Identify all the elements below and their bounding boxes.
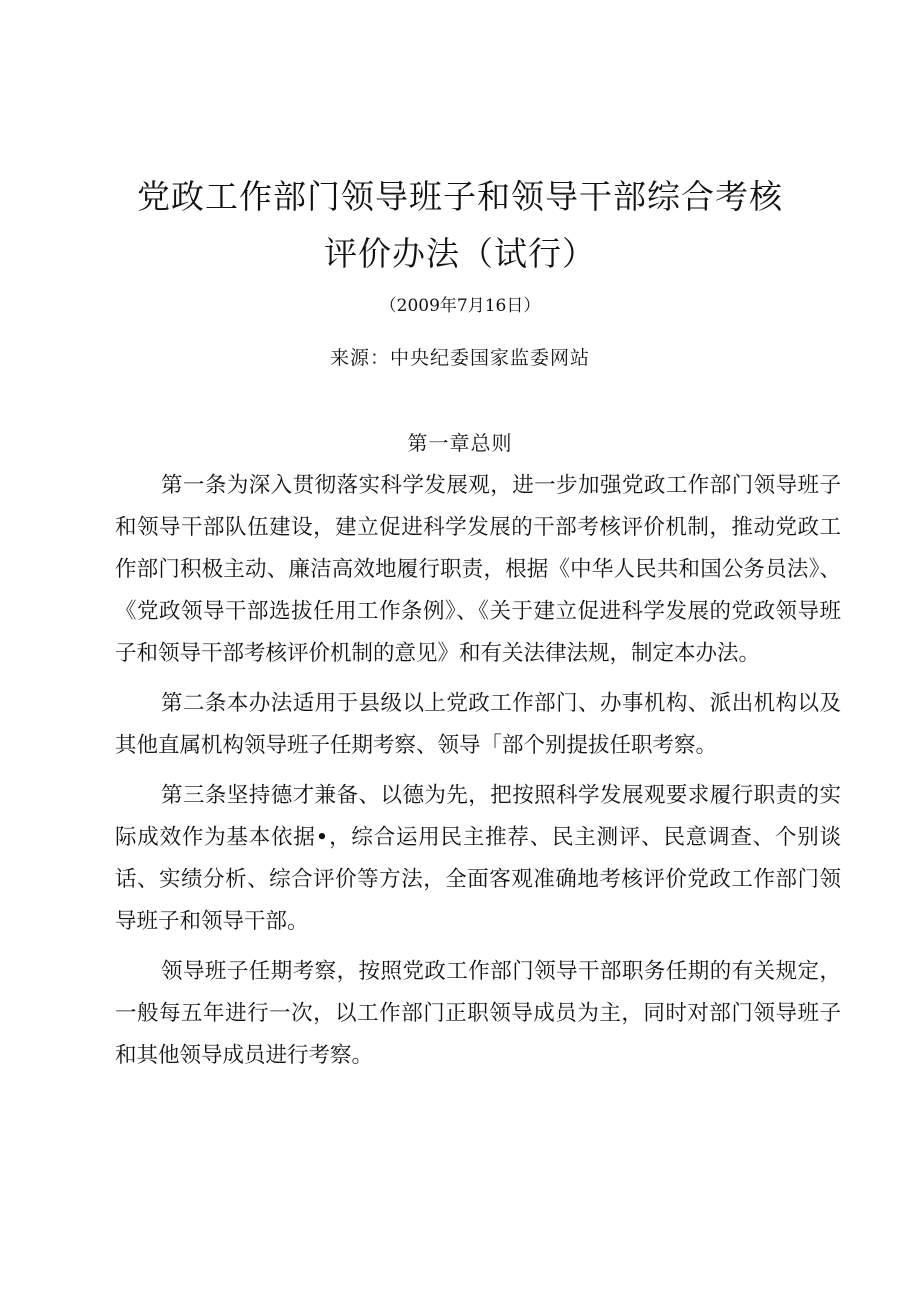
chapter-heading: 第一章总则 [407,431,513,455]
document-source: 来源：中央纪委国家监委网站 [329,347,590,369]
paragraph-article-3: 第三条坚持德才兼备、以德为先，把按照科学发展观要求履行职责的实际成效作为基本依据•，综合运用民主推荐、民主测评、民意调查、个别谈话、实绩分析、综合评价等方法，全面客观准确地考核评价党政工作部门领导班子和领导干部。 [115,783,841,934]
paragraph-article-2: 第二条本办法适用于县级以上党政工作部门、办事机构、派出机构以及其他直属机构领导班子任期考察、领导「部个别提拔任职考察。 [115,691,841,758]
document-body [115,465,841,1085]
paragraph-article-1: 第一条为深入贯彻落实科学发展观，进一步加强党政工作部门领导班子和领导干部队伍建设，建立促进科学发展的干部考核评价机制，推动党政工作部门积极主动、廉洁高效地履行职责，根据《中华人民共和国公务员法》、《党政领导干部选拔任用工作条例》、《关于建立促进科学发展的党政领导班子和领导干部考核评价机制的意见》和有关法律法规，制定本办法。 [115,473,841,666]
paragraph-term-review: 领导班子任期考察，按照党政工作部门领导干部职务任期的有关规定，一般每五年进行一次，以工作部门正职领导成员为主，同时对部门领导班子和其他领导成员进行考察。 [115,959,841,1068]
document-date: （2009年7月16日） [379,296,541,316]
document-title-line-2: 评价办法（试行） [324,234,596,273]
document-title-line-1: 党政工作部门领导班子和领导干部综合考核 [137,177,783,216]
